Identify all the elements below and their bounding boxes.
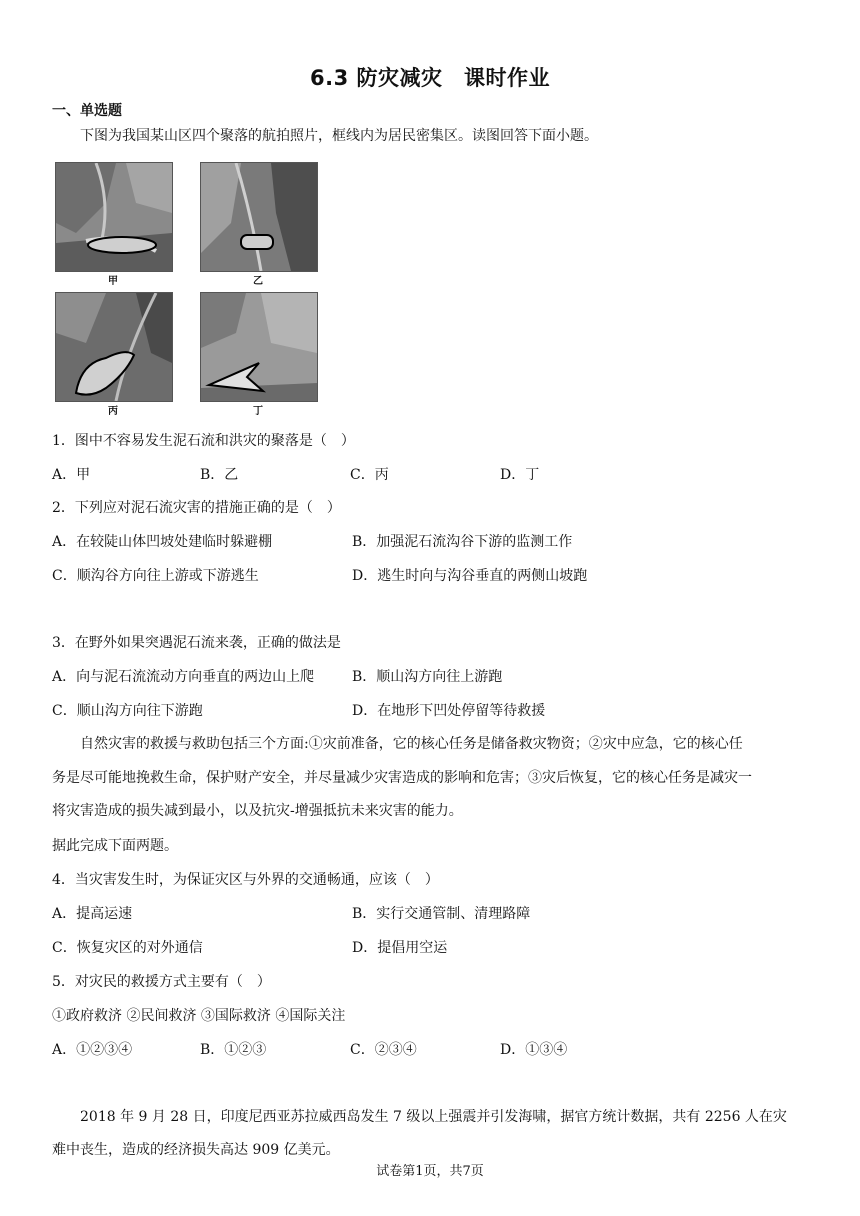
q3-option-b[interactable]: B．顺山沟方向往上游跑	[352, 669, 503, 685]
question-1-stem: 1．图中不容易发生泥石流和洪灾的聚落是（ ）	[52, 433, 355, 449]
passage-2-instruction: 据此完成下面两题。	[52, 838, 178, 854]
passage-3-line-1: 2018 年 9 月 28 日，印度尼西亚苏拉威西岛发生 7 级以上强震并引发海啸，据官方统计数据，共有 2256 人在灾	[80, 1109, 787, 1125]
section-heading: 一、单选题	[52, 103, 122, 119]
q5-option-d[interactable]: D．①③④	[500, 1042, 568, 1058]
q5-option-c[interactable]: C．②③④	[350, 1042, 417, 1058]
aerial-photo-yi	[200, 162, 318, 272]
q2-option-d[interactable]: D．逃生时向与沟谷垂直的两侧山坡跑	[352, 568, 588, 584]
q2-option-c[interactable]: C．顺沟谷方向往上游或下游逃生	[52, 568, 259, 584]
aerial-photo-jia	[55, 162, 173, 272]
q1-option-a[interactable]: A．甲	[52, 467, 91, 483]
page-footer: 试卷第1页，共7页	[376, 1164, 484, 1179]
passage-2-line-1: 自然灾害的救援与救助包括三个方面:①灾前准备，它的核心任务是储备救灾物资；②灾中应急，它的核心任	[80, 736, 743, 752]
question-5-stem: 5．对灾民的救援方式主要有（ ）	[52, 974, 271, 990]
q2-option-b[interactable]: B．加强泥石流沟谷下游的监测工作	[352, 534, 573, 550]
passage-2-line-3: 将灾害造成的损失减到最小，以及抗灾-增强抵抗未来灾害的能力。	[52, 803, 463, 819]
photo-label-bing: 丙	[108, 406, 118, 417]
photo-label-yi: 乙	[253, 276, 263, 287]
q5-option-a[interactable]: A．①②③④	[52, 1042, 133, 1058]
question-3-stem: 3．在野外如果突遇泥石流来袭，正确的做法是	[52, 635, 341, 651]
aerial-photo-ding	[200, 292, 318, 402]
q3-option-d[interactable]: D．在地形下凹处停留等待救援	[352, 703, 546, 719]
q5-option-b[interactable]: B．①②③	[200, 1042, 267, 1058]
question-2-stem: 2．下列应对泥石流灾害的措施正确的是（ ）	[52, 500, 341, 516]
q1-option-d[interactable]: D．丁	[500, 467, 540, 483]
q3-option-c[interactable]: C．顺山沟方向往下游跑	[52, 703, 203, 719]
photo-label-jia: 甲	[108, 276, 118, 287]
page-title: 6.3 防灾减灾 课时作业	[309, 66, 550, 90]
question-4-stem: 4．当灾害发生时，为保证灾区与外界的交通畅通，应该（ ）	[52, 872, 439, 888]
question-5-items: ①政府救济 ②民间救济 ③国际救济 ④国际关注	[52, 1008, 346, 1024]
intro-text: 下图为我国某山区四个聚落的航拍照片，框线内为居民密集区。读图回答下面小题。	[80, 128, 598, 144]
q1-option-b[interactable]: B．乙	[200, 467, 239, 483]
q4-option-b[interactable]: B．实行交通管制、清理路障	[352, 906, 531, 922]
q4-option-d[interactable]: D．提倡用空运	[352, 940, 448, 956]
q4-option-a[interactable]: A．提高运速	[52, 906, 133, 922]
photo-label-ding: 丁	[253, 406, 263, 417]
q1-option-c[interactable]: C．丙	[350, 467, 389, 483]
passage-2-line-2: 务是尽可能地挽救生命，保护财产安全，并尽量减少灾害造成的影响和危害；③灾后恢复，它的核心任务是减灾一	[52, 770, 752, 786]
passage-3-line-2: 难中丧生，造成的经济损失高达 909 亿美元。	[52, 1142, 340, 1158]
aerial-photo-bing	[55, 292, 173, 402]
q2-option-a[interactable]: A．在较陡山体凹坡处建临时躲避棚	[52, 534, 273, 550]
q4-option-c[interactable]: C．恢复灾区的对外通信	[52, 940, 203, 956]
q3-option-a[interactable]: A．向与泥石流流动方向垂直的两边山上爬	[52, 669, 315, 685]
